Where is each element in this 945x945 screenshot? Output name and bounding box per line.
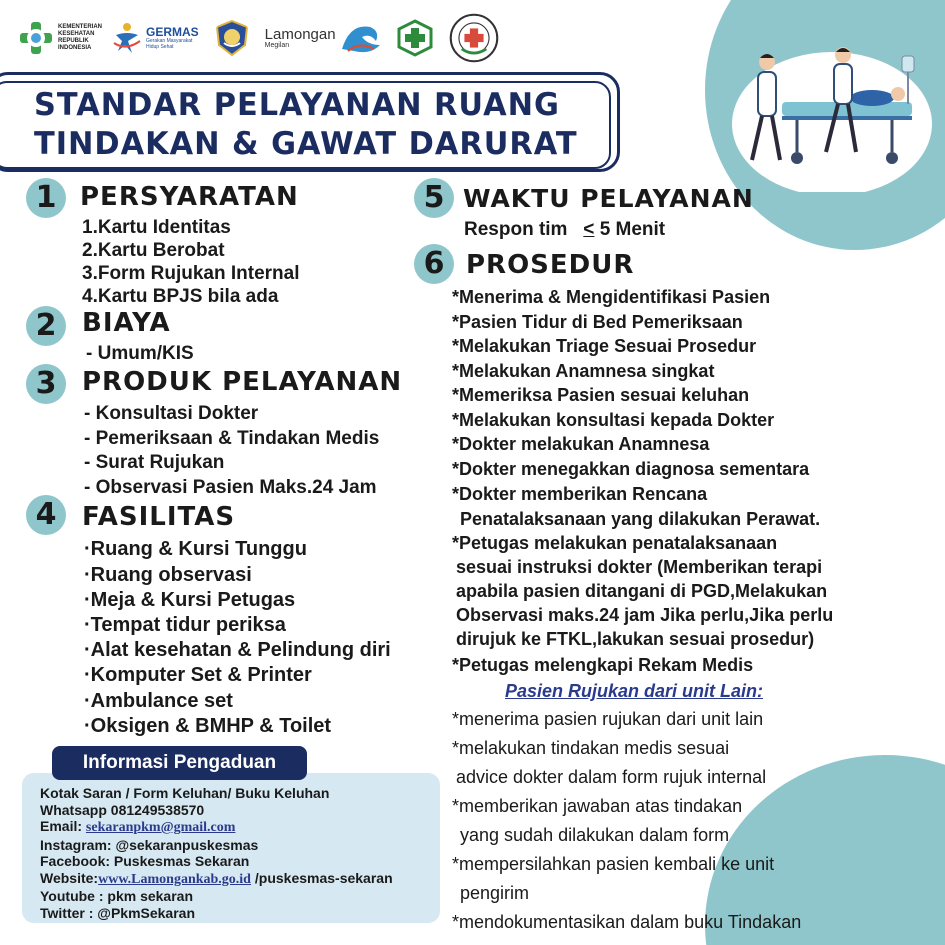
info-instagram: Instagram: @sekaranpuskesmas [40, 836, 259, 853]
facility-item: ·Tempat tidur periksa [84, 614, 286, 636]
response-time-label: Respon tim [464, 219, 568, 240]
procedure-step: *Menerima & Mengidentifikasi Pasien [452, 287, 771, 307]
cost-item: - Umum/KIS [86, 343, 194, 364]
section-number-2: 2 [26, 306, 66, 346]
section-number-5: 5 [414, 178, 454, 218]
section-title-waktu-pelayanan: WAKTU PELAYANAN [463, 184, 754, 213]
lamongan-logo [265, 19, 382, 57]
lamongan-wave-icon [340, 19, 382, 57]
puskesmas-sekaran-seal-icon [448, 12, 500, 64]
facility-item: ·Ambulance set [84, 690, 233, 712]
requirement-item: 1.Kartu Identitas [82, 217, 231, 238]
page-title [34, 86, 578, 164]
kemenkes-line: KEMENTERIAN [58, 24, 103, 30]
germas-sub: Hidup Sehat [146, 44, 174, 50]
procedure-step: apabila pasien ditangani di PGD,Melakukan [456, 581, 828, 601]
procedure-step: sesuai instruksi dokter (Memberikan terapi [456, 557, 823, 577]
procedure-step: *Dokter melakukan Anamnesa [452, 434, 710, 454]
section-title-produk-pelayanan: PRODUK PELAYANAN [82, 367, 403, 397]
title-line: STANDAR PELAYANAN RUANG [34, 87, 560, 123]
procedure-step: *Melakukan Triage Sesuai Prosedur [452, 336, 757, 356]
product-item: - Pemeriksaan & Tindakan Medis [84, 428, 380, 449]
referral-step: *melakukan tindakan medis sesuai [452, 738, 730, 758]
info-email [40, 818, 422, 837]
lamongan-sub: Megilan [264, 42, 290, 49]
product-item: - Observasi Pasien Maks.24 Jam [84, 477, 377, 498]
section-title-fasilitas: FASILITAS [82, 502, 236, 532]
website-link[interactable]: www.Lamongankab.go.id [98, 871, 251, 887]
response-time [464, 219, 665, 241]
referral-step: *memberikan jawaban atas tindakan [452, 796, 743, 816]
complaint-info-panel [22, 773, 440, 923]
procedure-step: *Dokter menegakkan diagnosa sementara [452, 459, 810, 479]
regency-seal-icon [213, 19, 251, 57]
puskesmas-cross-icon [396, 19, 434, 57]
section-number-4: 4 [26, 495, 66, 535]
procedure-step: Observasi maks.24 jam Jika perlu,Jika perlu [456, 605, 834, 625]
procedure-step: *Petugas melakukan penatalaksanaan [452, 533, 778, 553]
germas-name: GERMAS [146, 25, 199, 39]
requirement-item: 4.Kartu BPJS bila ada [82, 286, 279, 307]
product-item: - Surat Rujukan [84, 452, 225, 473]
germas-sub: Gerakan Masyarakat [146, 38, 193, 44]
logo-bar [18, 12, 500, 64]
procedure-step: *Pasien Tidur di Bed Pemeriksaan [452, 312, 743, 332]
section-number-3: 3 [26, 364, 66, 404]
section-title-persyaratan: PERSYARATAN [80, 182, 299, 212]
info-facebook: Facebook: Puskesmas Sekaran [40, 853, 250, 869]
info-twitter: Twitter : @PkmSekaran [40, 904, 195, 921]
product-item: - Konsultasi Dokter [84, 403, 259, 424]
referral-step: *menerima pasien rujukan dari unit lain [452, 709, 764, 729]
referral-step: *mendokumentasikan dalam buku Tindakan [452, 912, 802, 932]
facility-item: ·Ruang & Kursi Tunggu [84, 538, 307, 560]
response-time-value: 5 Menit [599, 219, 666, 240]
requirement-item: 2.Kartu Berobat [82, 240, 225, 261]
section-title-biaya: BIAYA [82, 308, 171, 338]
facility-item: ·Oksigen & BMHP & Toilet [84, 715, 332, 737]
kemenkes-line: KESEHATAN [58, 31, 95, 37]
procedure-step: *Petugas melengkapi Rekam Medis [452, 655, 754, 675]
referral-subheading: Pasien Rujukan dari unit Lain: [505, 681, 764, 701]
info-email-label: Email: [40, 818, 86, 834]
info-whatsapp: Whatsapp 081249538570 [40, 801, 205, 818]
section-title-prosedur: PROSEDUR [466, 250, 635, 280]
facility-item: ·Alat kesehatan & Pelindung diri [84, 639, 391, 661]
procedure-step: *Dokter memberikan Rencana [452, 484, 708, 504]
kemenkes-line: REPUBLIK [58, 38, 89, 44]
germas-figure-icon [112, 21, 142, 55]
title-line: TINDAKAN & GAWAT DARURAT [34, 126, 578, 162]
info-youtube: Youtube : pkm sekaran [40, 888, 194, 904]
procedure-step: *Melakukan konsultasi kepada Dokter [452, 410, 775, 430]
procedure-step: dirujuk ke FTKL,lakukan sesuai prosedur) [456, 629, 815, 649]
emergency-stretcher-illustration [722, 42, 932, 192]
lamongan-name: Lamongan [264, 26, 336, 43]
info-panel-heading: Informasi Pengaduan [52, 746, 307, 780]
info-website-label: Website: [40, 869, 99, 886]
info-website-path: /puskesmas-sekaran [250, 869, 393, 886]
facility-item: ·Meja & Kursi Petugas [84, 589, 296, 611]
referral-step: yang sudah dilakukan dalam form [460, 825, 730, 845]
email-link[interactable]: sekaranpkm@gmail.com [85, 820, 236, 835]
referral-step: advice dokter dalam form rujuk internal [456, 767, 767, 787]
info-website [40, 870, 422, 889]
kemenkes-line: INDONESIA [58, 45, 92, 51]
section-number-1: 1 [26, 178, 66, 218]
info-suggestion-box: Kotak Saran / Form Keluhan/ Buku Keluhan [40, 785, 330, 801]
facility-item: ·Ruang observasi [84, 564, 252, 586]
procedure-step: *Memeriksa Pasien sesuai keluhan [452, 385, 750, 405]
germas-logo [112, 21, 199, 55]
referral-step: pengirim [460, 883, 530, 903]
section-number-6: 6 [414, 244, 454, 284]
kemenkes-logo [18, 20, 103, 56]
requirement-item: 3.Form Rujukan Internal [82, 263, 300, 284]
facility-item: ·Komputer Set & Printer [84, 664, 312, 686]
procedure-step: Penatalaksanaan yang dilakukan Perawat. [460, 509, 821, 529]
less-than-equal-symbol: < [583, 219, 595, 240]
referral-step: *mempersilahkan pasien kembali ke unit [452, 854, 775, 874]
kemenkes-cross-icon [18, 20, 54, 56]
procedure-step: *Melakukan Anamnesa singkat [452, 361, 715, 381]
